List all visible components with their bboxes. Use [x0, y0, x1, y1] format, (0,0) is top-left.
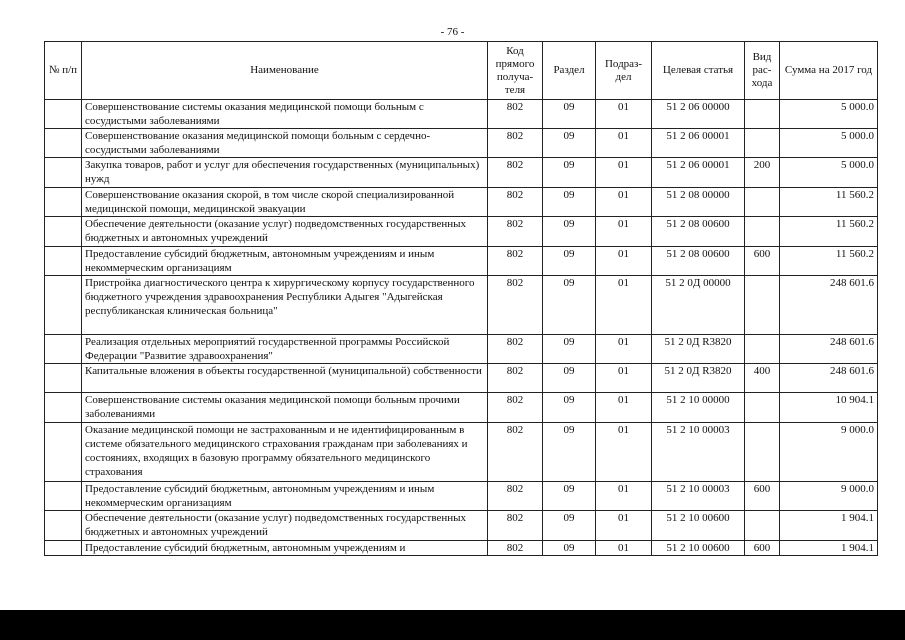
cell-expense: 600: [745, 541, 780, 556]
cell-code: 802: [488, 217, 543, 247]
cell-target: 51 2 08 00600: [652, 247, 745, 276]
cell-sum: 11 560.2: [780, 247, 878, 276]
cell-num: [45, 511, 82, 541]
cell-target: 51 2 0Д R3820: [652, 364, 745, 393]
cell-code: 802: [488, 158, 543, 188]
header-subsection: Подраз-дел: [596, 42, 652, 100]
cell-name: Закупка товаров, работ и услуг для обеспечения государственных (муниципальных) нужд: [82, 158, 488, 188]
cell-section: 09: [543, 511, 596, 541]
cell-name: Совершенствование оказания скорой, в том числе скорой специализированной медицинской помощи, медицинской эвакуации: [82, 188, 488, 217]
cell-name: Предоставление субсидий бюджетным, автономным учреждениям и иным некоммерческим организациям: [82, 482, 488, 511]
cell-sum: 9 000.0: [780, 423, 878, 482]
cell-expense: [745, 100, 780, 129]
cell-target: 51 2 0Д R3820: [652, 335, 745, 364]
cell-num: [45, 364, 82, 393]
cell-subsection: 01: [596, 129, 652, 158]
cell-target: 51 2 06 00001: [652, 158, 745, 188]
cell-subsection: 01: [596, 276, 652, 335]
cell-subsection: 01: [596, 188, 652, 217]
table-row: [45, 188, 878, 217]
cell-section: 09: [543, 393, 596, 423]
cell-sum: 5 000.0: [780, 158, 878, 188]
cell-expense: 600: [745, 247, 780, 276]
cell-target: 51 2 06 00000: [652, 100, 745, 129]
cell-subsection: 01: [596, 423, 652, 482]
cell-section: 09: [543, 247, 596, 276]
cell-section: 09: [543, 364, 596, 393]
cell-num: [45, 423, 82, 482]
cell-name: Оказание медицинской помощи не застрахованным и не идентифицированным в системе обязательного медицинского страхования гражданам при заболеваниях и состояниях, входящих в базовую программу обязательного медицинского страхования: [82, 423, 488, 482]
table-row: [45, 482, 878, 511]
cell-code: 802: [488, 423, 543, 482]
cell-sum: 248 601.6: [780, 335, 878, 364]
table-row: [45, 364, 878, 393]
cell-expense: 400: [745, 364, 780, 393]
cell-section: 09: [543, 217, 596, 247]
cell-num: [45, 188, 82, 217]
header-num: № п/п: [45, 42, 82, 100]
header-target: Целевая статья: [652, 42, 745, 100]
cell-name: Совершенствование оказания медицинской помощи больным с сердечно-сосудистыми заболеваниями: [82, 129, 488, 158]
header-section: Раздел: [543, 42, 596, 100]
cell-sum: 1 904.1: [780, 511, 878, 541]
table-row: [45, 158, 878, 188]
cell-code: 802: [488, 393, 543, 423]
cell-expense: 200: [745, 158, 780, 188]
cell-section: 09: [543, 482, 596, 511]
table-body: [45, 100, 878, 556]
cell-expense: [745, 423, 780, 482]
cell-expense: [745, 129, 780, 158]
table-row: [45, 100, 878, 129]
budget-table-container: [44, 41, 877, 556]
table-row: [45, 335, 878, 364]
cell-section: 09: [543, 423, 596, 482]
cell-target: 51 2 10 00003: [652, 423, 745, 482]
table-row: [45, 423, 878, 482]
cell-sum: 1 904.1: [780, 541, 878, 556]
cell-expense: [745, 276, 780, 335]
table-row: [45, 541, 878, 556]
table-row: [45, 217, 878, 247]
cell-name: Реализация отдельных мероприятий государственной программы Российской Федерации "Развитие здравоохранения": [82, 335, 488, 364]
cell-subsection: 01: [596, 364, 652, 393]
cell-expense: [745, 511, 780, 541]
cell-subsection: 01: [596, 100, 652, 129]
cell-expense: [745, 393, 780, 423]
cell-target: 51 2 10 00600: [652, 541, 745, 556]
page-number: - 76 -: [440, 26, 465, 38]
header-code: Код прямого получа-теля: [488, 42, 543, 100]
cell-name: Предоставление субсидий бюджетным, автономным учреждениям и иным некоммерческим организациям: [82, 247, 488, 276]
cell-expense: 600: [745, 482, 780, 511]
cell-expense: [745, 188, 780, 217]
cell-expense: [745, 217, 780, 247]
cell-num: [45, 335, 82, 364]
table-row: [45, 276, 878, 335]
cell-num: [45, 541, 82, 556]
cell-code: 802: [488, 541, 543, 556]
cell-sum: 10 904.1: [780, 393, 878, 423]
cell-target: 51 2 10 00000: [652, 393, 745, 423]
cell-subsection: 01: [596, 541, 652, 556]
header-name: Наименование: [82, 42, 488, 100]
cell-code: 802: [488, 335, 543, 364]
cell-num: [45, 393, 82, 423]
header-sum: Сумма на 2017 год: [780, 42, 878, 100]
cell-code: 802: [488, 188, 543, 217]
cell-name: Обеспечение деятельности (оказание услуг) подведомственных государственных бюджетных и автономных учреждений: [82, 217, 488, 247]
cell-num: [45, 217, 82, 247]
cell-code: 802: [488, 276, 543, 335]
cell-subsection: 01: [596, 482, 652, 511]
cell-target: 51 2 0Д 00000: [652, 276, 745, 335]
cell-section: 09: [543, 541, 596, 556]
cell-subsection: 01: [596, 217, 652, 247]
budget-table: [44, 41, 878, 556]
cell-section: 09: [543, 188, 596, 217]
cell-sum: 5 000.0: [780, 129, 878, 158]
cell-sum: 5 000.0: [780, 100, 878, 129]
cell-code: 802: [488, 100, 543, 129]
cell-num: [45, 129, 82, 158]
table-row: [45, 129, 878, 158]
cell-code: 802: [488, 129, 543, 158]
cell-section: 09: [543, 276, 596, 335]
cell-subsection: 01: [596, 335, 652, 364]
cell-num: [45, 276, 82, 335]
cell-section: 09: [543, 129, 596, 158]
cell-target: 51 2 10 00600: [652, 511, 745, 541]
scan-border-bar: [0, 610, 905, 640]
cell-subsection: 01: [596, 511, 652, 541]
cell-name: Обеспечение деятельности (оказание услуг) подведомственных государственных бюджетных и автономных учреждений: [82, 511, 488, 541]
cell-sum: 11 560.2: [780, 217, 878, 247]
table-header-row: [45, 42, 878, 100]
cell-sum: 9 000.0: [780, 482, 878, 511]
cell-name: Совершенствование системы оказания медицинской помощи больным с сосудистыми заболеваниями: [82, 100, 488, 129]
cell-target: 51 2 10 00003: [652, 482, 745, 511]
cell-target: 51 2 06 00001: [652, 129, 745, 158]
cell-expense: [745, 335, 780, 364]
table-row: [45, 247, 878, 276]
cell-code: 802: [488, 364, 543, 393]
cell-section: 09: [543, 335, 596, 364]
cell-sum: 248 601.6: [780, 364, 878, 393]
cell-num: [45, 247, 82, 276]
cell-sum: 11 560.2: [780, 188, 878, 217]
cell-target: 51 2 08 00000: [652, 188, 745, 217]
cell-name: Капитальные вложения в объекты государственной (муниципальной) собственности: [82, 364, 488, 393]
cell-sum: 248 601.6: [780, 276, 878, 335]
cell-subsection: 01: [596, 247, 652, 276]
cell-section: 09: [543, 158, 596, 188]
header-expense: Вид рас-хода: [745, 42, 780, 100]
cell-name: Совершенствование системы оказания медицинской помощи больным прочими заболеваниями: [82, 393, 488, 423]
cell-subsection: 01: [596, 158, 652, 188]
cell-name: Пристройка диагностического центра к хирургическому корпусу государственного бюджетного учреждения здравоохранения Республики Адыгея "Адыгейская республиканская клиническая больница": [82, 276, 488, 335]
cell-code: 802: [488, 247, 543, 276]
cell-num: [45, 482, 82, 511]
cell-num: [45, 158, 82, 188]
cell-target: 51 2 08 00600: [652, 217, 745, 247]
table-row: [45, 511, 878, 541]
cell-subsection: 01: [596, 393, 652, 423]
cell-code: 802: [488, 511, 543, 541]
cell-name: Предоставление субсидий бюджетным, автономным учреждениям и: [82, 541, 488, 556]
cell-code: 802: [488, 482, 543, 511]
cell-num: [45, 100, 82, 129]
cell-section: 09: [543, 100, 596, 129]
table-row: [45, 393, 878, 423]
